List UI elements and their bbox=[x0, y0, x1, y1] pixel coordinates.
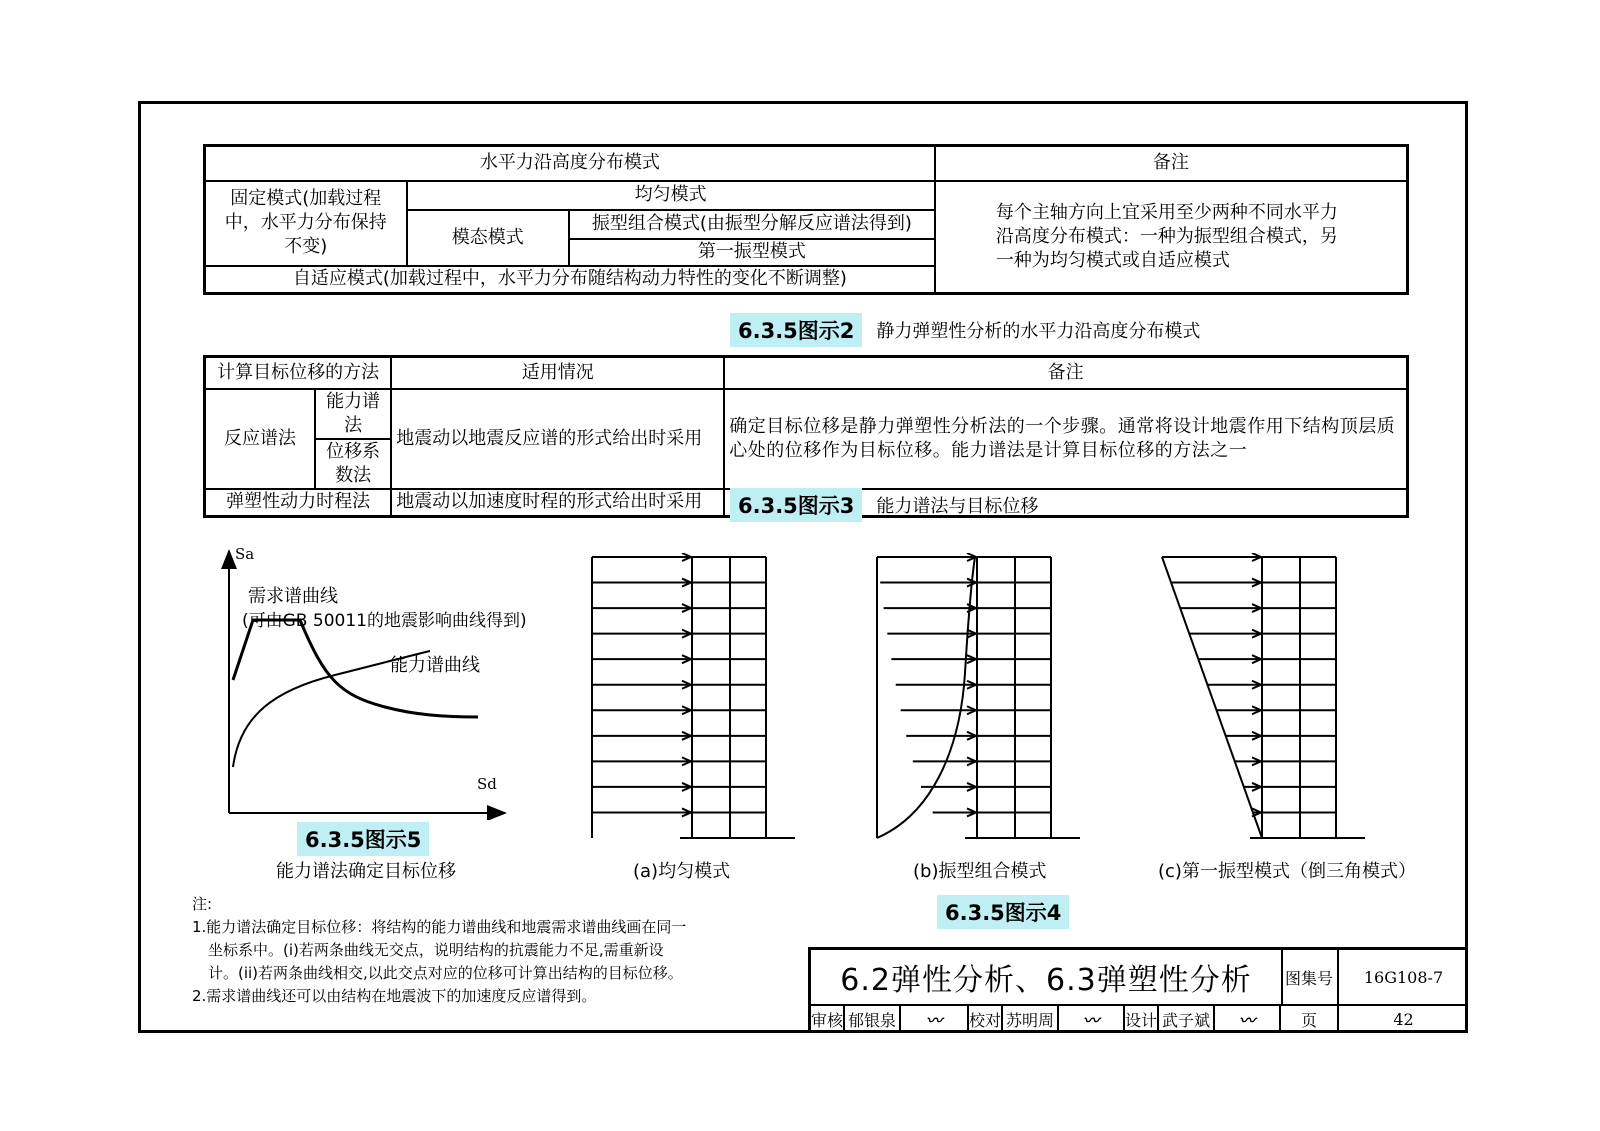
sa-label: Sa bbox=[235, 545, 255, 563]
design-label: 设计 bbox=[1125, 1006, 1159, 1033]
sd-label: Sd bbox=[477, 775, 497, 793]
frame-a bbox=[592, 553, 795, 838]
first-mode-label: (c)第一振型模式（倒三角模式） bbox=[1158, 861, 1416, 882]
note-2: 2.需求谱曲线还可以由结构在地震波下的加速度反应谱得到。 bbox=[192, 987, 597, 1005]
signature-row bbox=[811, 1004, 1468, 1033]
note-1a: 1.能力谱法确定目标位移：将结构的能力谱曲线和地震需求谱曲线画在同一 bbox=[192, 918, 687, 936]
caption-5 bbox=[297, 822, 443, 856]
review-label: 审核 bbox=[811, 1006, 845, 1033]
uniform-mode: 均匀模式 bbox=[407, 181, 935, 210]
rs-note: 确定目标位移是静力弹塑性分析法的一个步骤。通常将设计地震作用下结构顶层质心处的位移作为目标位移。能力谱法是计算目标位移的方法之一 bbox=[724, 389, 1407, 489]
load-envelope bbox=[877, 557, 975, 838]
fixed-mode-cell bbox=[205, 181, 407, 266]
demand-sublabel: (可由GB 50011的地震影响曲线得到) bbox=[242, 611, 527, 631]
combo-mode: 振型组合模式(由振型分解反应谱法得到) bbox=[569, 210, 935, 239]
caption-3-text: 能力谱法与目标位移 bbox=[876, 496, 1039, 517]
caption-3 bbox=[730, 488, 1038, 522]
caption-5-text: 能力谱法确定目标位移 bbox=[276, 861, 456, 882]
caption-2-text: 静力弹塑性分析的水平力沿高度分布模式 bbox=[876, 321, 1201, 342]
first-mode: 第一振型模式 bbox=[569, 239, 935, 266]
header-mode: 水平力沿高度分布模式 bbox=[205, 146, 935, 181]
adaptive-mode: 自适应模式(加载过程中，水平力分布随结构动力特性的变化不断调整) bbox=[205, 266, 935, 294]
capacity-spectrum: 能力谱法 bbox=[315, 389, 391, 439]
load-pattern-table bbox=[203, 144, 1409, 295]
reviewer-name: 郁银泉 bbox=[845, 1006, 901, 1033]
header-applicability: 适用情况 bbox=[391, 357, 724, 389]
caption-2 bbox=[730, 313, 1200, 347]
header-method: 计算目标位移的方法 bbox=[205, 357, 392, 389]
caption-2-number: 6.3.5图示2 bbox=[730, 313, 862, 347]
checker-name: 苏明周 bbox=[1003, 1006, 1059, 1033]
caption-3-number: 6.3.5图示3 bbox=[730, 488, 862, 522]
capacity-label: 能力谱曲线 bbox=[390, 655, 480, 676]
caption-5-number: 6.3.5图示5 bbox=[297, 822, 429, 856]
atlas-label: 图集号 bbox=[1281, 950, 1339, 1004]
response-spectrum: 反应谱法 bbox=[205, 389, 316, 489]
uniform-mode-label: (a)均匀模式 bbox=[633, 861, 731, 882]
notes-title: 注: bbox=[192, 895, 213, 913]
mode-note: 每个主轴方向上宜采用至少两种不同水平力沿高度分布模式：一种为振型组合模式，另一种为均匀模式或自适应模式 bbox=[935, 181, 1408, 294]
caption-4-number: 6.3.5图示4 bbox=[937, 895, 1069, 929]
rs-applicability: 地震动以地震反应谱的形式给出时采用 bbox=[391, 389, 724, 489]
note-1b: 坐标系中。(i)若两条曲线无交点，说明结构的抗震能力不足,需重新设 bbox=[208, 941, 664, 959]
fixed-mode-text: 固定模式(加载过程中，水平力分布保持不变) bbox=[224, 188, 387, 257]
frame-c bbox=[1162, 553, 1365, 838]
notes bbox=[192, 893, 762, 1008]
title-block bbox=[808, 947, 1465, 1031]
designer-name: 武子斌 bbox=[1159, 1006, 1215, 1033]
checker-signature: 〰 bbox=[1059, 1006, 1125, 1033]
th-applicability: 地震动以加速度时程的形式给出时采用 bbox=[391, 489, 724, 517]
note-1c: 计。(ii)若两条曲线相交,以此交点对应的位移可计算出结构的目标位移。 bbox=[208, 964, 683, 982]
caption-4 bbox=[937, 895, 1083, 929]
reviewer-signature: 〰 bbox=[901, 1006, 969, 1033]
check-label: 校对 bbox=[969, 1006, 1003, 1033]
atlas-number: 16G108-7 bbox=[1363, 967, 1444, 987]
uniform-mode-diagram bbox=[590, 553, 810, 843]
mode-combination-diagram bbox=[875, 553, 1095, 843]
frame-b bbox=[877, 553, 1080, 838]
mode-combination-label: (b)振型组合模式 bbox=[913, 861, 1047, 882]
time-history: 弹塑性动力时程法 bbox=[205, 489, 392, 517]
load-envelope bbox=[1162, 557, 1262, 838]
first-mode-diagram bbox=[1160, 553, 1380, 843]
header-remark: 备注 bbox=[724, 357, 1407, 389]
header-note: 备注 bbox=[935, 146, 1408, 181]
demand-label: 需求谱曲线 bbox=[248, 586, 338, 607]
designer-signature: 〰 bbox=[1215, 1006, 1281, 1033]
sheet-title: 6.2弹性分析、6.3弹塑性分析 bbox=[811, 950, 1283, 1004]
page-number: 42 bbox=[1393, 1010, 1414, 1029]
page-label: 页 bbox=[1281, 1006, 1339, 1033]
displacement-coefficient: 位移系数法 bbox=[315, 439, 391, 489]
modal-mode: 模态模式 bbox=[407, 210, 569, 266]
